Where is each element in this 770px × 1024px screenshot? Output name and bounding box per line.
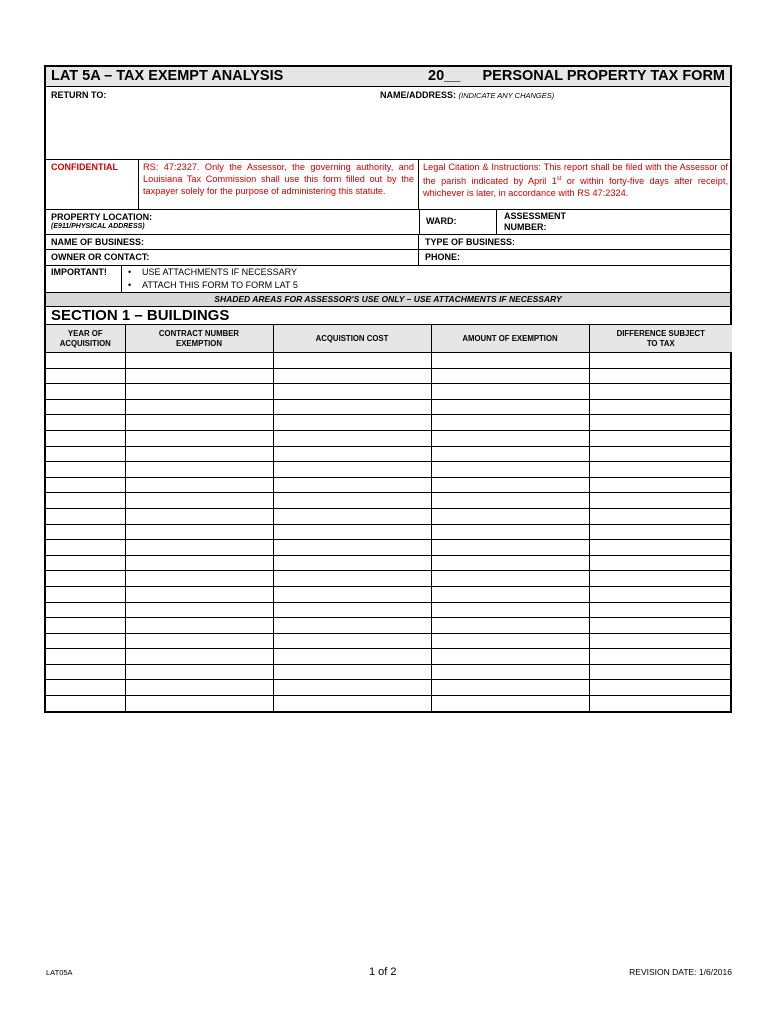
table-cell[interactable]	[46, 384, 125, 400]
table-cell[interactable]	[273, 368, 431, 384]
table-cell[interactable]	[46, 555, 125, 571]
revision-date: REVISION DATE: 1/6/2016	[629, 967, 732, 977]
section-title: SECTION 1 – BUILDINGS	[46, 307, 730, 325]
col-year-acquisition: YEAR OF ACQUISITION	[46, 325, 125, 353]
table-cell[interactable]	[431, 353, 589, 369]
table-cell[interactable]	[589, 540, 732, 556]
table-cell[interactable]	[273, 524, 431, 540]
rs-statute-text: RS: 47:2327. Only the Assessor, the governing authority, and Louisiana Tax Commission shall use this form filled out by the taxpayer solely for the purpose of administering this statute.	[138, 160, 419, 209]
table-cell[interactable]	[431, 430, 589, 446]
table-cell[interactable]	[589, 664, 732, 680]
table-cell[interactable]	[46, 399, 125, 415]
table-cell[interactable]	[273, 540, 431, 556]
table-cell[interactable]	[431, 649, 589, 665]
table-row	[46, 586, 732, 602]
table-cell[interactable]	[125, 696, 273, 711]
bullet-item: • USE ATTACHMENTS IF NECESSARY	[128, 267, 298, 277]
legal-citation-text: Legal Citation & Instructions: This report shall be filed with the Assessor of the parish indicated by April 1st or within forty-five days after receipt, whichever is later, in accordance with RS 47:2324.	[423, 162, 728, 199]
table-cell[interactable]	[125, 415, 273, 431]
table-cell[interactable]	[431, 446, 589, 462]
table-row	[46, 493, 732, 509]
business-type-label: TYPE OF BUSINESS:	[425, 237, 516, 247]
table-row	[46, 446, 732, 462]
table-cell[interactable]	[273, 571, 431, 587]
confidential-label: CONFIDENTIAL	[51, 162, 118, 172]
table-cell[interactable]	[273, 384, 431, 400]
phone-label: PHONE:	[425, 252, 461, 262]
table-cell[interactable]	[589, 493, 732, 509]
table-cell[interactable]	[46, 415, 125, 431]
table-cell[interactable]	[273, 618, 431, 634]
table-cell[interactable]	[125, 602, 273, 618]
table-cell[interactable]	[431, 633, 589, 649]
ward-label: WARD:	[426, 216, 457, 226]
table-cell[interactable]	[46, 633, 125, 649]
table-cell[interactable]	[273, 649, 431, 665]
table-cell[interactable]	[431, 540, 589, 556]
business-name-label: NAME OF BUSINESS:	[51, 237, 145, 247]
table-cell[interactable]	[273, 493, 431, 509]
table-cell[interactable]	[589, 446, 732, 462]
table-cell[interactable]	[589, 477, 732, 493]
table-cell[interactable]	[125, 618, 273, 634]
table-cell[interactable]	[125, 555, 273, 571]
owner-contact-label: OWNER OR CONTACT:	[51, 252, 150, 262]
table-cell[interactable]	[273, 696, 431, 711]
table-cell[interactable]	[273, 399, 431, 415]
assessor-use-note: SHADED AREAS FOR ASSESSOR'S USE ONLY – USE ATTACHMENTS IF NECESSARY	[46, 293, 730, 307]
table-cell[interactable]	[431, 664, 589, 680]
form-code: LAT05A	[46, 968, 73, 977]
table-cell[interactable]	[125, 462, 273, 478]
name-address-note: (INDICATE ANY CHANGES)	[458, 91, 555, 100]
table-cell[interactable]	[46, 649, 125, 665]
form-subtitle: PERSONAL PROPERTY TAX FORM	[482, 68, 725, 84]
table-cell[interactable]	[46, 664, 125, 680]
table-cell[interactable]	[46, 493, 125, 509]
table-row	[46, 353, 732, 369]
table-cell[interactable]	[589, 399, 732, 415]
table-cell[interactable]	[125, 493, 273, 509]
address-box[interactable]	[46, 87, 730, 160]
table-cell[interactable]	[589, 384, 732, 400]
table-cell[interactable]	[431, 384, 589, 400]
table-cell[interactable]	[46, 524, 125, 540]
table-cell[interactable]	[273, 602, 431, 618]
table-row	[46, 618, 732, 634]
table-cell[interactable]	[589, 586, 732, 602]
table-row	[46, 399, 732, 415]
table-cell[interactable]	[125, 540, 273, 556]
table-cell[interactable]	[125, 633, 273, 649]
table-cell[interactable]	[589, 696, 732, 711]
table-row	[46, 368, 732, 384]
table-row	[46, 555, 732, 571]
table-cell[interactable]	[46, 462, 125, 478]
table-cell[interactable]	[431, 399, 589, 415]
property-location-label: PROPERTY LOCATION:	[51, 212, 153, 222]
table-header-row	[46, 325, 732, 353]
ward-field[interactable]	[419, 210, 497, 234]
table-cell[interactable]	[125, 586, 273, 602]
table-cell[interactable]	[125, 680, 273, 696]
table-row	[46, 540, 732, 556]
table-cell[interactable]	[46, 586, 125, 602]
table-cell[interactable]	[46, 430, 125, 446]
table-cell[interactable]	[589, 415, 732, 431]
table-cell[interactable]	[273, 664, 431, 680]
table-cell[interactable]	[589, 571, 732, 587]
table-cell[interactable]	[589, 508, 732, 524]
table-cell[interactable]	[125, 399, 273, 415]
table-cell[interactable]	[125, 649, 273, 665]
table-cell[interactable]	[46, 618, 125, 634]
buildings-table	[46, 325, 732, 711]
important-bullets	[121, 266, 298, 292]
table-row	[46, 571, 732, 587]
bullet-item: • ATTACH THIS FORM TO FORM LAT 5	[128, 279, 298, 290]
table-cell[interactable]	[273, 555, 431, 571]
table-cell[interactable]	[431, 368, 589, 384]
table-cell[interactable]	[125, 524, 273, 540]
table-cell[interactable]	[273, 430, 431, 446]
table-cell[interactable]	[125, 664, 273, 680]
table-cell[interactable]	[46, 477, 125, 493]
table-cell[interactable]	[125, 508, 273, 524]
table-row	[46, 602, 732, 618]
table-row	[46, 524, 732, 540]
table-cell[interactable]	[125, 430, 273, 446]
table-cell[interactable]	[46, 446, 125, 462]
assessment-number-field[interactable]: ASSESSMENT NUMBER:	[504, 211, 567, 232]
title-bar	[46, 67, 730, 87]
table-cell[interactable]	[431, 524, 589, 540]
property-location-note: (E911/PHYSICAL ADDRESS)	[51, 223, 145, 230]
page-number: 1 of 2	[369, 966, 397, 978]
table-cell[interactable]	[431, 696, 589, 711]
table-row	[46, 415, 732, 431]
table-cell[interactable]	[431, 618, 589, 634]
business-info-row[interactable]	[46, 235, 730, 266]
table-cell[interactable]	[273, 415, 431, 431]
property-location-row[interactable]	[46, 210, 730, 235]
table-cell[interactable]	[273, 633, 431, 649]
table-row	[46, 649, 732, 665]
table-row	[46, 633, 732, 649]
confidential-section	[46, 160, 730, 210]
table-row	[46, 430, 732, 446]
table-cell[interactable]	[589, 555, 732, 571]
table-cell[interactable]	[46, 696, 125, 711]
return-to-label: RETURN TO:	[51, 90, 107, 100]
table-cell[interactable]	[431, 571, 589, 587]
table-cell[interactable]	[273, 508, 431, 524]
table-cell[interactable]	[431, 602, 589, 618]
table-row	[46, 477, 732, 493]
table-cell[interactable]	[125, 384, 273, 400]
table-cell[interactable]	[431, 586, 589, 602]
tax-year: 20__	[428, 68, 461, 84]
table-cell[interactable]	[589, 462, 732, 478]
table-cell[interactable]	[589, 430, 732, 446]
table-cell[interactable]	[589, 602, 732, 618]
table-cell[interactable]	[431, 680, 589, 696]
table-cell[interactable]	[125, 353, 273, 369]
table-row	[46, 462, 732, 478]
table-cell[interactable]	[46, 508, 125, 524]
table-cell[interactable]	[431, 555, 589, 571]
table-cell[interactable]	[431, 462, 589, 478]
col-acquisition-cost: ACQUISTION COST	[273, 325, 431, 353]
table-cell[interactable]	[125, 446, 273, 462]
table-cell[interactable]	[431, 415, 589, 431]
table-cell[interactable]	[46, 680, 125, 696]
table-cell[interactable]	[273, 586, 431, 602]
table-cell[interactable]	[431, 477, 589, 493]
form-title: LAT 5A – TAX EXEMPT ANALYSIS	[51, 68, 284, 84]
table-cell[interactable]	[589, 649, 732, 665]
table-cell[interactable]	[589, 368, 732, 384]
table-cell[interactable]	[46, 353, 125, 369]
table-cell[interactable]	[273, 680, 431, 696]
table-cell[interactable]	[46, 368, 125, 384]
table-cell[interactable]	[431, 493, 589, 509]
table-cell[interactable]	[589, 618, 732, 634]
table-cell[interactable]	[125, 571, 273, 587]
table-cell[interactable]	[589, 353, 732, 369]
table-cell[interactable]	[46, 540, 125, 556]
name-address-label: NAME/ADDRESS: (INDICATE ANY CHANGES)	[380, 90, 555, 100]
table-cell[interactable]	[273, 353, 431, 369]
table-cell[interactable]	[273, 446, 431, 462]
col-difference-subject: DIFFERENCE SUBJECT TO TAX	[589, 325, 732, 353]
table-cell[interactable]	[589, 633, 732, 649]
col-amount-exemption: AMOUNT OF EXEMPTION	[431, 325, 589, 353]
table-row	[46, 384, 732, 400]
table-cell[interactable]	[431, 508, 589, 524]
table-cell[interactable]	[125, 477, 273, 493]
table-cell[interactable]	[589, 524, 732, 540]
table-cell[interactable]	[125, 368, 273, 384]
table-row	[46, 508, 732, 524]
table-cell[interactable]	[589, 680, 732, 696]
table-cell[interactable]	[273, 462, 431, 478]
important-label: IMPORTANT!	[51, 267, 107, 277]
table-cell[interactable]	[46, 602, 125, 618]
table-cell[interactable]	[273, 477, 431, 493]
table-row	[46, 664, 732, 680]
table-cell[interactable]	[46, 571, 125, 587]
important-notes	[46, 266, 730, 293]
table-row	[46, 696, 732, 711]
tax-exempt-form	[44, 65, 732, 713]
col-contract-number: CONTRACT NUMBER EXEMPTION	[125, 325, 273, 353]
table-row	[46, 680, 732, 696]
